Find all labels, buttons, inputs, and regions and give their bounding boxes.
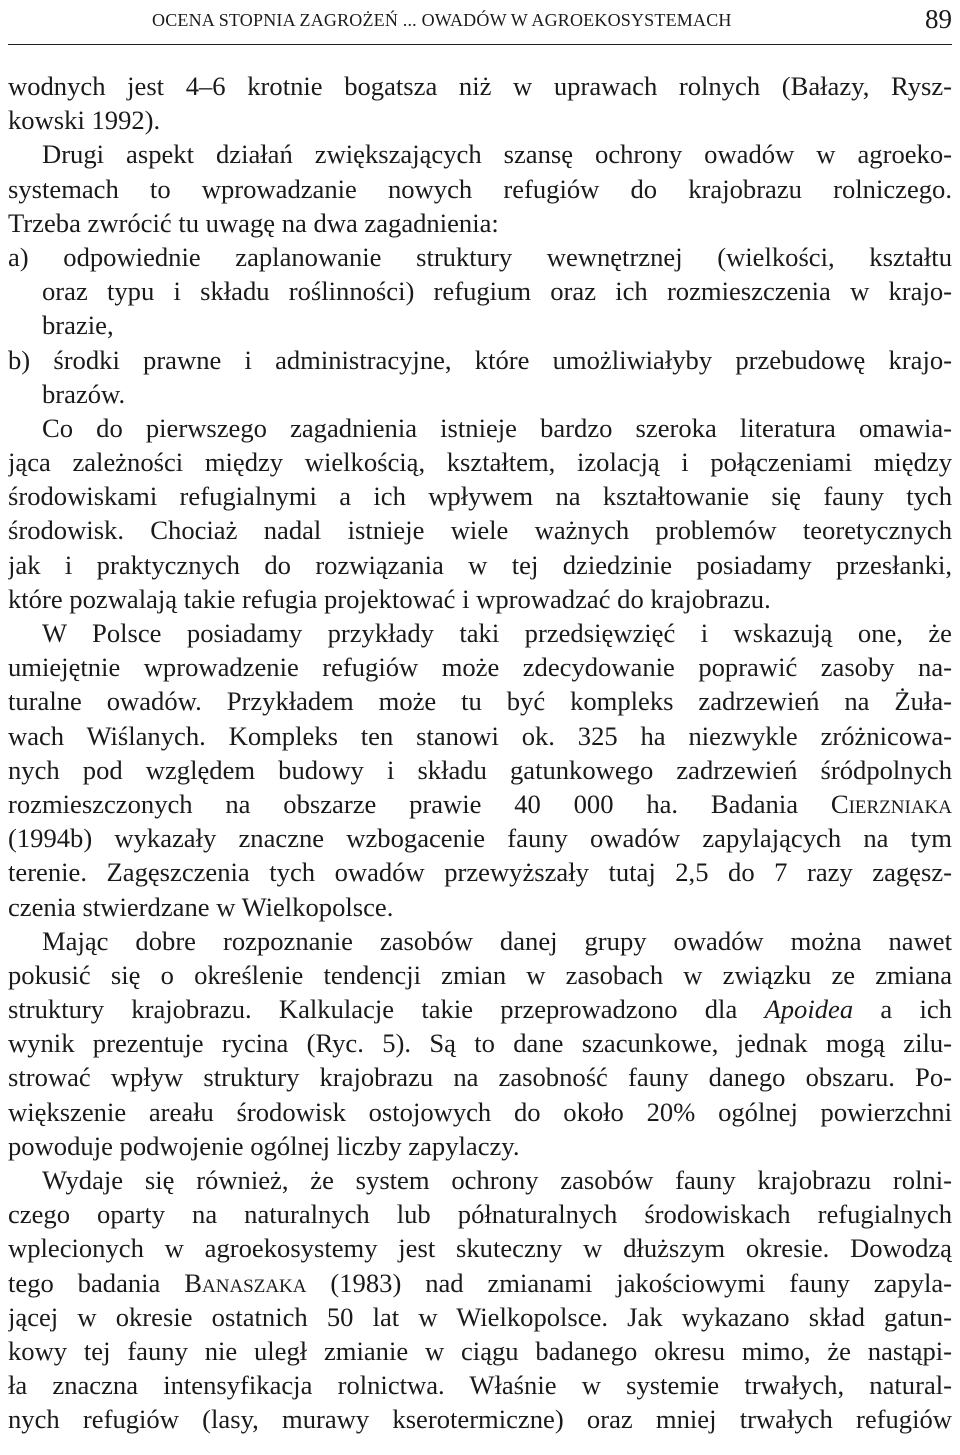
text-line: systemach to wprowadzanie nowych refugiów do krajobrazu rolniczego. [8,173,952,204]
text-line: Mając dobre rozpoznanie zasobów danej grupy owadów można nawet [42,925,952,956]
running-title: OCENA STOPNIA ZAGROŻEŃ ... OWADÓW W AGROEKOSYSTEMACH [152,10,732,30]
author-name: Cierzniaka [830,788,952,819]
text-line: Drugi aspekt działań zwiększających szansę ochrony owadów w agroeko- [42,139,952,170]
text-line: wplecionych w agroekosystemy jest skuteczny w dłuższym okresie. Dowodzą [8,1233,952,1264]
text-line: umiejętnie wprowadzenie refugiów może zdecydowanie poprawić zasoby na- [8,652,952,683]
text-line: kowski 1992). [8,105,161,136]
text-line: Wydaje się również, że system ochrony zasobów fauny krajobrazu rolni- [42,1165,952,1195]
text-line: kowy tej fauny nie uległ zmianie w ciągu badanego okresu mimo, że nastąpi- [8,1335,952,1366]
text-line: turalne owadów. Przykładem może tu być kompleks zadrzewień na Żuła- [8,686,952,717]
page-number: 89 [925,4,952,34]
text-line: struktury krajobrazu. Kalkulacje takie przeprowadzono dla Apoidea a ich [8,994,952,1025]
text-line: jak i praktycznych do rozwiązania w tej dziedzinie posiadamy przesłanki, [8,549,952,580]
text-line: brazów. [42,378,126,409]
text-line: wach Wiślanych. Kompleks ten stanowi ok. 325 ha niezwykle zróżnicowa- [8,720,952,751]
text-line: tego badania Banaszaka (1983) nad zmianami jakościowymi fauny zapyla- [8,1267,952,1298]
text-line: wodnych jest 4–6 krotnie bogatsza niż w uprawach rolnych (Bałazy, Rysz- [8,71,952,101]
text-line: W Polsce posiadamy przykłady taki przedsięwzięć i wskazują one, że [42,618,952,648]
text-line: wynik prezentuje rycina (Ryc. 5). Są to dane szacunkowe, jednak mogą zilu- [8,1028,952,1059]
text-line: (1994b) wykazały znaczne wzbogacenie fauny owadów zapylających na tym [8,823,952,854]
text-line: które pozwalają takie refugia projektować i wprowadzać do krajobrazu. [8,583,771,614]
taxon-name: Apoidea [764,994,854,1025]
text-line: rozmieszczonych na obszarze prawie 40 000 ha. Badania Cierzniaka [8,788,952,819]
text-line: pokusić się o określenie tendencji zmian w zasobach w związku ze zmiana [8,959,952,990]
text-line: środowiskami refugialnymi a ich wpływem na kształtowanie się fauny tych [8,481,952,512]
text-line: ła znaczna intensyfikacja rolnictwa. Właśnie w systemie trwałych, natural- [8,1370,952,1401]
list-item-b: b) środki prawne i administracyjne, które umożliwiałyby przebudowę krajo- [8,344,952,375]
text-line: brazie, [42,310,114,341]
header-rule [8,44,952,45]
text-line: terenie. Zagęszczenia tych owadów przewyższały tutaj 2,5 do 7 razy zagęsz- [8,857,952,888]
text-line: czenia stwierdzane w Wielkopolsce. [8,891,394,922]
text-line: oraz typu i składu roślinności) refugium oraz ich rozmieszczenia w krajo- [42,276,952,307]
running-header [0,4,960,34]
list-item-a: a) odpowiednie zaplanowanie struktury wewnętrznej (wielkości, kształtu [8,241,952,272]
text-line: jącej w okresie ostatnich 50 lat w Wielkopolsce. Jak wykazano skład gatun- [8,1301,952,1332]
text-line: Co do pierwszego zagadnienia istnieje bardzo szeroka literatura omawia- [42,412,952,443]
text-line: Trzeba zwrócić tu uwagę na dwa zagadnienia: [8,207,499,238]
text-line: środowisk. Chociaż nadal istnieje wiele ważnych problemów teoretycznych [8,515,952,546]
text-line: większenie areału środowisk ostojowych do około 20% ogólnej powierzchni [8,1096,952,1127]
text-line: strować wpływ struktury krajobrazu na zasobność fauny danego obszaru. Po- [8,1062,952,1093]
text-line: nych refugiów (lasy, murawy kserotermiczne) oraz mniej trwałych refugiów [8,1404,952,1435]
text-line: powoduje podwojenie ogólnej liczby zapylaczy. [8,1130,520,1161]
text-line: nych pod względem budowy i składu gatunkowego zadrzewień śródpolnych [8,754,952,785]
text-line: jąca zależności między wielkością, kształtem, izolacją i połączeniami między [8,447,952,478]
text-line: czego oparty na naturalnych lub półnaturalnych środowiskach refugialnych [8,1199,952,1230]
author-name: Banaszaka [184,1267,307,1298]
body-text [8,69,952,1437]
